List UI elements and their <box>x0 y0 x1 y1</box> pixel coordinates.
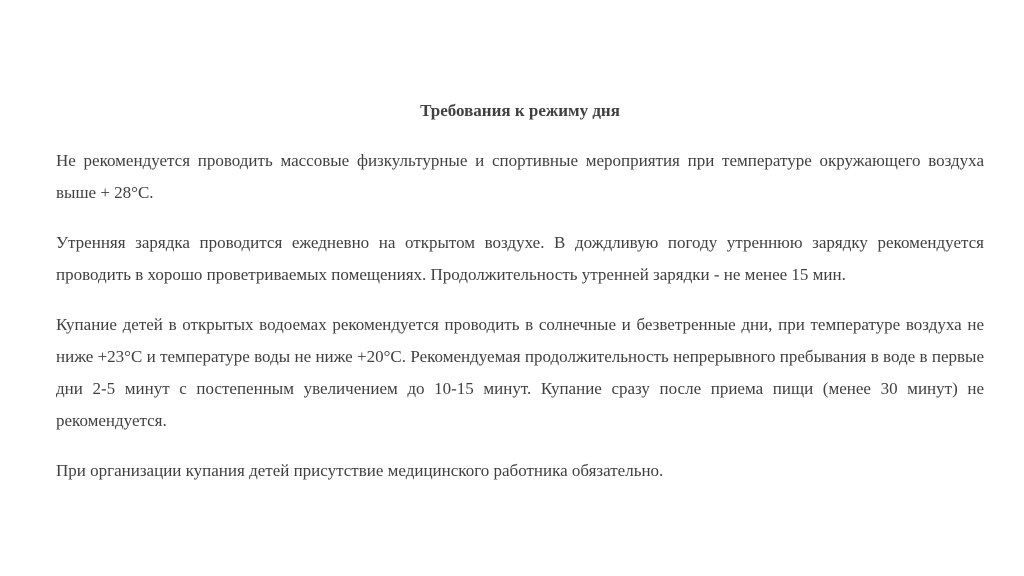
paragraph-temperature: Не рекомендуется проводить массовые физкультурные и спортивные мероприятия при температуре окружающего воздуха выше + 28°С. <box>56 151 984 202</box>
paragraph-swimming: Купание детей в открытых водоемах рекомендуется проводить в солнечные и безветренные дни, при температуре воздуха не ниже +23°С и температуре воды не ниже +20°С. Рекомендуемая продолжительность непрерывного пребывания в воде в первые дни 2-5 минут с постепенным увеличением до 10-15 минут. Купание сразу после приема пищи (менее 30 минут) не рекомендуется. <box>56 315 984 430</box>
page-title: Требования к режиму дня <box>420 101 620 120</box>
paragraph-medical-worker: При организации купания детей присутствие медицинского работника обязательно. <box>56 461 664 480</box>
paragraph-morning-exercise: Утренняя зарядка проводится ежедневно на открытом воздухе. В дождливую погоду утреннюю зарядку рекомендуется проводить в хорошо проветриваемых помещениях. Продолжительность утренней зарядки - не менее 15 мин. <box>56 233 984 284</box>
